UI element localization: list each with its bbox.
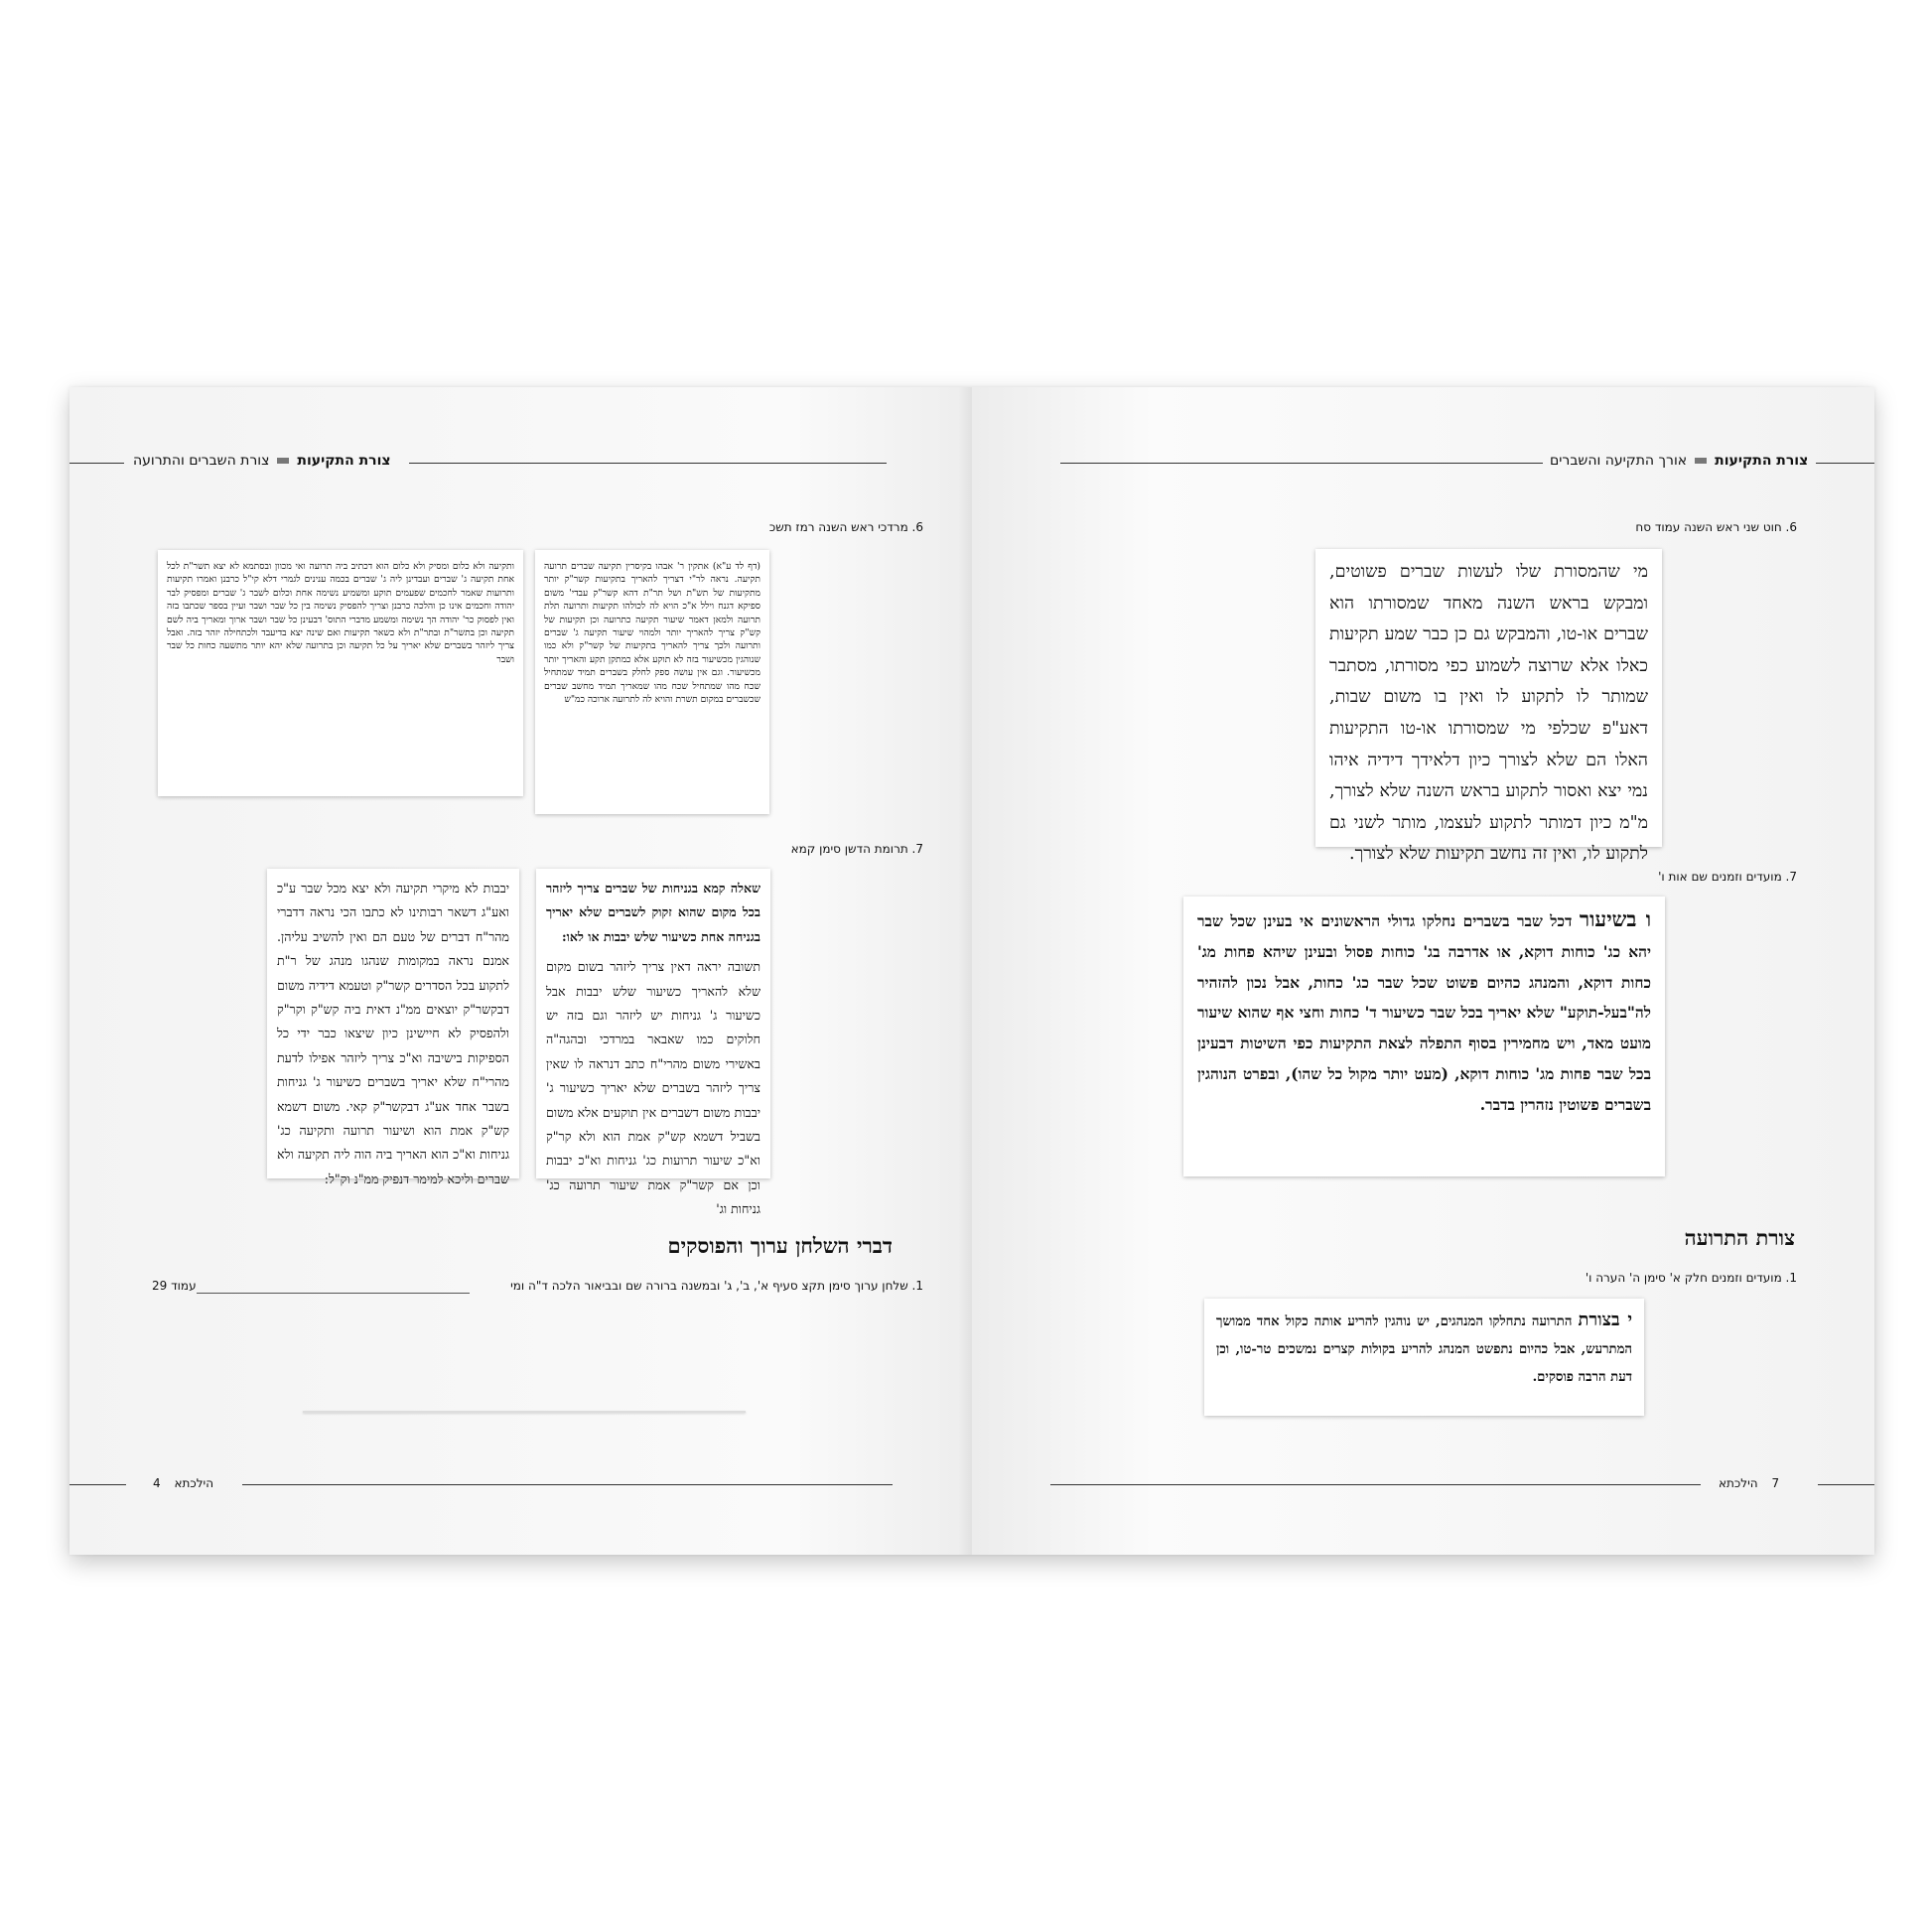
- source-ref: 7. תרומת הדשן סימן קמא: [790, 842, 923, 856]
- left-header: [133, 453, 391, 469]
- footer-label: הילכתא: [1719, 1476, 1758, 1490]
- book-spread: [69, 387, 1874, 1555]
- source-ref: 6. מרדכי ראש השנה רמז תשכ: [768, 520, 923, 534]
- source-clip: [1315, 549, 1662, 865]
- source-clip: [1183, 897, 1665, 1176]
- source-ref: 1. שלחן ערוך סימן תקצ סעיף א', ב', ג' ובמשנה ברורה שם ובביאור הלכה ד"ה ומי: [510, 1279, 923, 1293]
- source-ref: 7. מועדים וזמנים שם אות ו': [1658, 870, 1797, 884]
- source-ref: 6. חוט שני ראש השנה עמוד סח: [1635, 520, 1797, 534]
- clip-text: התרועה נתחלקו המנהגים, יש נוהגין להריע אותה כקול אחד ממושך המתרעש, אבל כהיום נתפשט המנהג להריע בקולות קצרים נמשכים טר-טו, וכן דעת הרבה פוסקים.: [1216, 1314, 1632, 1385]
- section-title: דברי השלחן ערוך והפוסקים: [667, 1233, 893, 1258]
- footer-rule: [69, 1484, 126, 1485]
- header-rule: [69, 463, 124, 464]
- fill-line: [197, 1293, 470, 1294]
- source-clip: [536, 869, 770, 1217]
- cropped-clip-edge: [303, 1411, 746, 1413]
- right-page: [972, 387, 1874, 1555]
- clip-text: (דף לד ע"א) אתקין ר' אבהו בקיסרין תקיעה שברים תרועה תקיעה. נראה לר"י דצריך להאריך בתקיעות קשר"ק יותר מתקיעות של תש"ת ושל תר"ת דהא קשר"ק עבדי' משום ספיקא דגנח וילל א"כ הויא לה לכולהו תקיעות ותרועה תלת תרועה ולמאן דאמר שיעור תקיעה כתרועה וכן תקיעות של קש"ק צריך להאריך יותר ולמהוי שיעור תקיעה ג' שברים ותרועה ולכך צריך להאריך בתקיעות של קשר"ק ולא כמו שנוהגין מכשיעור בזה לא תוקע אלא כמתקן תקע והאריך יותר מכשיעור. וגם אין עושה ספק לחלק בשברים תמיד שמתחיל שכח מהו שמתחיל שכח מהו שמאריך תמיד מחשב שברים שכשברים במקום תשרת והויא לה לתרועה ארוכה כמ"ש: [544, 561, 760, 706]
- clip-question: שאלה קמא בגניחות של שברים צריך ליזהר בכל מקום שהוא זקוק לשברים שלא יאריך בגניחה אחת כשיעור שלש יבבות או לאו:: [546, 881, 760, 944]
- fade-overlay: [158, 770, 523, 796]
- footer-rule: [1050, 1484, 1701, 1485]
- footer-rule: [242, 1484, 893, 1485]
- source-clip: [158, 550, 523, 796]
- right-header: [1550, 453, 1808, 469]
- header-title-main: צורת התקיעות: [297, 453, 391, 469]
- source-clip: [535, 550, 769, 814]
- left-page: [69, 387, 972, 1555]
- footer-rule: [1818, 1484, 1874, 1485]
- clip-answer: תשובה יראה דאין צריך ליזהר בשום מקום שלא להאריך כשיעור שלש יבבות אבל כשיעור ג' גניחות יש ליזהר וגם בזה יש חלוקים כמו שאבאר במרדכי ובהגה"ה באשירי משום מהרי"ח כתב דנראה לו שאין צריך ליזהר בשברים שלא יאריך כשיעור ג' יבבות משום דשברים אין תוקעים אלא משום בשביל דשמא קש"ק אמת הוא ולא קר"ק וא"כ שיעור תרועות כג' גניחות וא"כ יבבות וכן אם קשר"ק אמת שיעור תרועה כג' גניחות וג': [546, 959, 760, 1217]
- header-rule: [1816, 463, 1874, 464]
- clip-lead-word: י בצורת: [1578, 1310, 1632, 1330]
- page-ref: עמוד 29: [152, 1279, 197, 1293]
- footer: [1719, 1476, 1779, 1490]
- source-ref: 1. מועדים וזמנים חלק א' סימן ה' הערה ו': [1585, 1271, 1797, 1285]
- clip-text: יבבות לא מיקרי תקיעה ולא יצא מכל שבר ע"כ ואע"ג דשאר רבותינו לא כתבו הכי נראה דדברי מהר"ח דברים של טעם הם ואין להשיב עליהן. אמנם נראה במקומות שנהגו מנהג של ר"ת לתקוע בכל הסדרים קשר"ק וטעמא דידיה משום דבקשר"ק יוצאים ממ"נ דאית ביה קש"ק וקר"ק ולהפסיק לא חיישינן כיון שיצאו כבר ידי כל הספיקות בישיבה וא"כ צריך ליזהר אפילו לדעת מהרי"ח שלא יאריך בשברים כשיעור ג' גניחות בשבר אחד אע"ג דבקשר"ק קאי. משום דשמא קש"ק אמת הוא ושיעור תרועה ותקיעה כג' גניחות וא"כ הוא האריך ביה הוה ליה תקיעה ולא שברים וליכא למימר דנפיק ממ"נ וק"ל:: [277, 881, 509, 1186]
- clip-lead-word: ו בשיעור: [1579, 906, 1652, 931]
- clip-text: מי שהמסורת שלו לעשות שברים פשוטים, ומבקש בראש השנה מאחד שמסורתו הוא שברים או-טו, והמבקש גם כן כבר שמע תקיעות כאלו אלא שרוצה לשמוע כפי מסורתו, מסתבר שמותר לו לתקוע לו ואין בו משום שבות, דאע"פ שכלפי מי שמסורתו או-טו התקיעות האלו הם שלא לצורך כיון דלאידך דידיה איהו נמי יצא ואסור לתקוע בראש השנה שלא לצורך, מ"מ כיון דמותר לתקוע לעצמו, מותר לשני גם לתקוע לו, ואין זה נחשב תקיעות שלא לצורך.: [1329, 562, 1648, 865]
- header-title-sub: צורת השברים והתרועה: [133, 453, 270, 469]
- footer: [153, 1476, 213, 1490]
- fade-overlay: [535, 788, 769, 814]
- header-separator: [277, 458, 289, 464]
- header-separator: [1695, 458, 1707, 464]
- page-number: 7: [1771, 1476, 1780, 1490]
- footer-label: הילכתא: [174, 1476, 214, 1490]
- section-title: צורת התרועה: [1684, 1225, 1795, 1250]
- header-title-sub: אורך התקיעה והשברים: [1550, 453, 1688, 469]
- source-clip: [267, 869, 519, 1186]
- header-rule: [409, 463, 887, 464]
- source-clip: [1204, 1299, 1644, 1416]
- clip-text: דכל שבר בשברים נחלקו גדולי הראשונים אי בעינן שכל שבר יהא כג' כוחות דוקא, או אדרבה בג' כוחות פסול ובעינן שיהא פחות מג' כחות דוקא, והמנהג כהיום פשוט שכל שבר כג' כחות, אבל נכון להזהיר לה"בעל-תוקע" שלא יאריך בכל שבר כשיעור ד' כחות וחצי אף שהוא שיעור מועט מאד, ויש מחמירין בסוף התפלה לצאת התקיעות כפי השיטות דבעינן בכל שבר פחות מג' כוחות דוקא, (מעט יותר מקול כל שהו), ובפרט הנוהגין בשברים פשוטין נזהרין בדבר.: [1197, 912, 1651, 1114]
- clip-text: ותקיעה ולא כלום ומסיק ולא כלום הוא דכתיב ביה תרועה ואי מכוון ובסתמא לא יצא תשר"ת לכל אחת תקיעה ג' שברים ועבדינן ליה ג' שברים בכמה ענינים לגמרי דלא קי"ל כרבנן ואמרו תקיעות ותרועות שאמר לחכמים שפעמים תוקע ומשמיע נשימה אחת וכלום לשבר ג' שברים ומפסיק לבר יהודה וחכמים אינו כן והלכה כרבנן וצריך להפסיק נשימה בין כל שבר ושבר ועיין בספר שכתבו בזה ואין לפסוק כר' יהודה הך נשימה ומשמע מדברי התוס' דבעינן כל שבר ושבר ארוך ומאריך ביה לשם תקיעה וכן בתשר"ת ובתר"ת ולא כשאר תקיעות ואם שינה יצא בדיעבד ולכתחילה יזהר בזה. ואבל צריך ליזהר בשברים שלא יאריך על כל תקיעה וכן בתרועה שלא יהא יותר מתשעה כחות כל שבר ושבר: [167, 561, 514, 665]
- page-number: 4: [153, 1476, 161, 1490]
- header-title-main: צורת התקיעות: [1715, 453, 1809, 469]
- header-rule: [1060, 463, 1543, 464]
